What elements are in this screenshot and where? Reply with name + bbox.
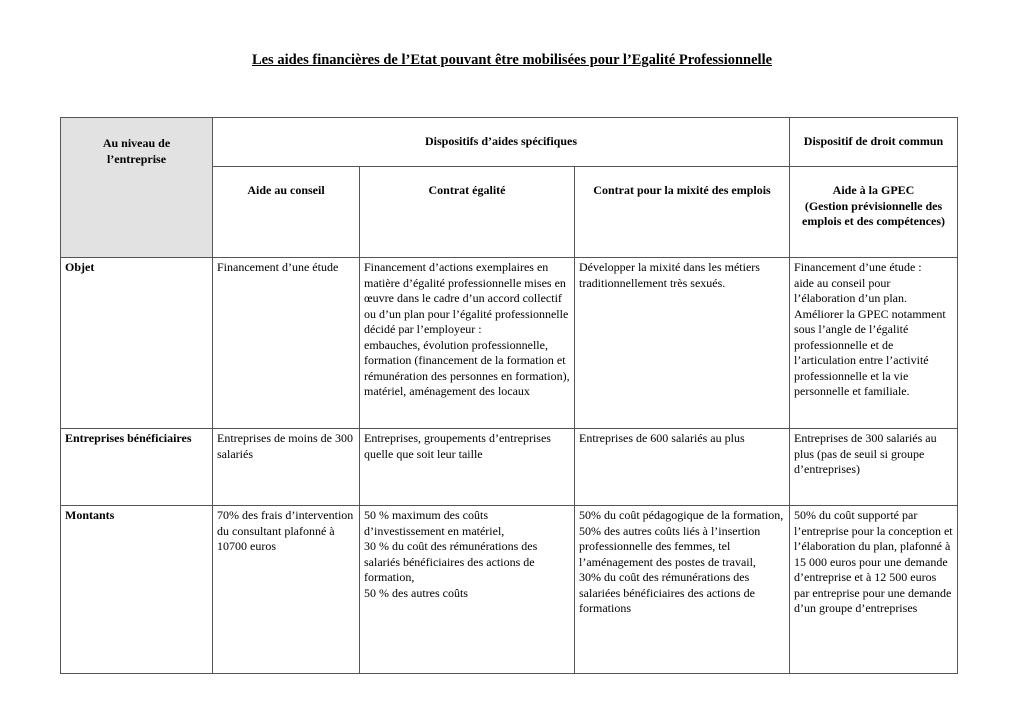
header-row-groups (61, 118, 958, 167)
row-label-entreprises: Entreprises bénéficiaires (61, 429, 213, 506)
row-label-montants: Montants (61, 506, 213, 674)
table-cell: 50 % maximum des coûts d’investissement en matériel, 30 % du coût des rémunérations des salariés bénéficiaires des actions de formation, 50 % des autres coûts (360, 506, 575, 674)
table-cell: Entreprises de 300 salariés au plus (pas de seuil si groupe d’entreprises) (790, 429, 958, 506)
table-cell: Financement d’actions exemplaires en matière d’égalité professionnelle mises en œuvre dans le cadre d’un accord collectif ou d’un plan pour l’égalité professionnelle décidé par l’employeur : embauches, évolution professionnelle, formation (financement de la formation et rémunération des personnes en formation), matériel, aménagement des locaux (360, 258, 575, 429)
column-header-aide-gpec: Aide à la GPEC (Gestion prévisionnelle des emplois et des compétences) (790, 167, 958, 258)
corner-header: Au niveau de l’entreprise (61, 118, 213, 258)
table-cell: Entreprises, groupements d’entreprises quelle que soit leur taille (360, 429, 575, 506)
document-title: Les aides financières de l’Etat pouvant être mobilisées pour l’Egalité Professionnelle (251, 52, 773, 68)
table-row-entreprises (61, 429, 958, 506)
table-row-montants (61, 506, 958, 674)
table-row-objet (61, 258, 958, 429)
aids-table (60, 117, 958, 674)
table-cell: Financement d’une étude : aide au conseil pour l’élaboration d’un plan. Améliorer la GPEC notamment sous l’angle de l’égalité professionnelle et de l’articulation entre l’activité professionnelle et la vie personnelle et familiale. (790, 258, 958, 429)
column-header-contrat-mixite: Contrat pour la mixité des emplois (575, 167, 790, 258)
table-cell: 70% des frais d’intervention du consultant plafonné à 10700 euros (213, 506, 360, 674)
table-cell: Entreprises de moins de 300 salariés (213, 429, 360, 506)
table-cell: 50% du coût supporté par l’entreprise pour la conception et l’élaboration du plan, plafonné à 15 000 euros pour une demande d’entreprise et à 12 500 euros par entreprise pour une demande d’un groupe d’entreprises (790, 506, 958, 674)
common-law-header: Dispositif de droit commun (790, 118, 958, 167)
table-cell: 50% du coût pédagogique de la formation, 50% des autres coûts liés à l’insertion professionnelle des femmes, tel l’aménagement des postes de travail, 30% du coût des rémunérations des salariées bénéficiaires des actions de formations (575, 506, 790, 674)
column-header-aide-conseil: Aide au conseil (213, 167, 360, 258)
row-label-objet: Objet (61, 258, 213, 429)
table-cell: Entreprises de 600 salariés au plus (575, 429, 790, 506)
specific-aids-header: Dispositifs d’aides spécifiques (213, 118, 790, 167)
column-header-contrat-egalite: Contrat égalité (360, 167, 575, 258)
table-cell: Développer la mixité dans les métiers traditionnellement très sexués. (575, 258, 790, 429)
table-cell: Financement d’une étude (213, 258, 360, 429)
